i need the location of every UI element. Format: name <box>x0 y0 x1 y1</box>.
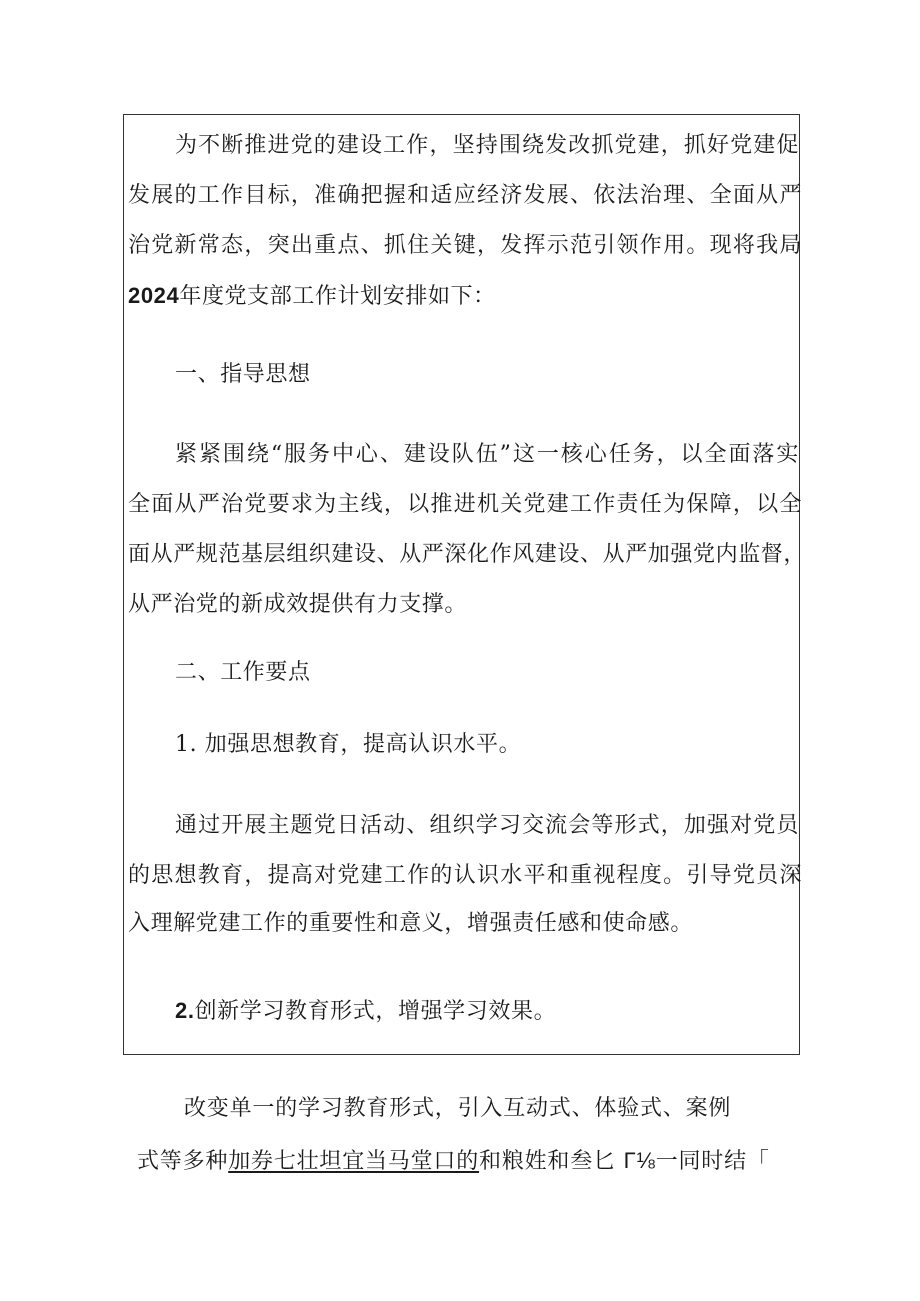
guiding-line-4: 从严治党的新成效提供有力支撑。 <box>128 592 468 617</box>
outside-line-1: 改变单一的学习教育形式，引入互动式、体验式、案例 <box>184 1096 732 1121</box>
guiding-line-2: 全面从严治党要求为主线，以推进机关党建工作责任为保障，以全 <box>128 492 802 517</box>
outside-line-2-underlined: 加券七壮坦宜当马堂口的 <box>228 1149 480 1174</box>
outside-line-2-end: 和粮姓和叁匕 <box>479 1149 624 1174</box>
intro-line-4-text: 年度党支部工作计划安排如下： <box>179 284 496 309</box>
outside-line-2-tail: 一同时结「 <box>655 1149 770 1174</box>
guiding-line-3: 面从严规范基层组织建设、从严深化作风建设、从严加强党内监督， <box>128 542 807 567</box>
point-2-title <box>175 996 556 1027</box>
point-1-title: 1. 加强思想教育，提高认识水平。 <box>175 732 522 757</box>
point-2-number: 2. <box>175 998 195 1023</box>
outside-line-2-garbled: Γ⅛ <box>623 1148 656 1173</box>
outside-line-2-start: 式等多种 <box>137 1149 229 1174</box>
heading-work-points: 二、工作要点 <box>175 660 311 685</box>
intro-line-1: 为不断推进党的建设工作，坚持围绕发改抓党建，抓好党建促 <box>175 133 799 158</box>
outside-line-2 <box>137 1146 770 1177</box>
intro-line-2: 发展的工作目标，准确把握和适应经济发展、依法治理、全面从严 <box>128 183 802 208</box>
point-1-line-1: 通过开展主题党日活动、组织学习交流会等形式，加强对党员 <box>175 813 799 838</box>
intro-line-3: 治党新常态，突出重点、抓住关键，发挥示范引领作用。现将我局 <box>128 233 802 258</box>
point-1-line-3: 入理解党建工作的重要性和意义，增强责任感和使命感。 <box>128 911 694 936</box>
intro-line-4 <box>128 281 496 312</box>
point-1-line-2: 的思想教育，提高对党建工作的认识水平和重视程度。引导党员深 <box>128 863 802 888</box>
point-2-text: 创新学习教育形式，增强学习效果。 <box>194 999 557 1024</box>
year-number: 2024 <box>128 283 180 308</box>
heading-guiding-ideology: 一、指导思想 <box>175 362 311 387</box>
guiding-line-1: 紧紧围绕“服务中心、建设队伍”这一核心任务，以全面落实 <box>175 442 799 467</box>
